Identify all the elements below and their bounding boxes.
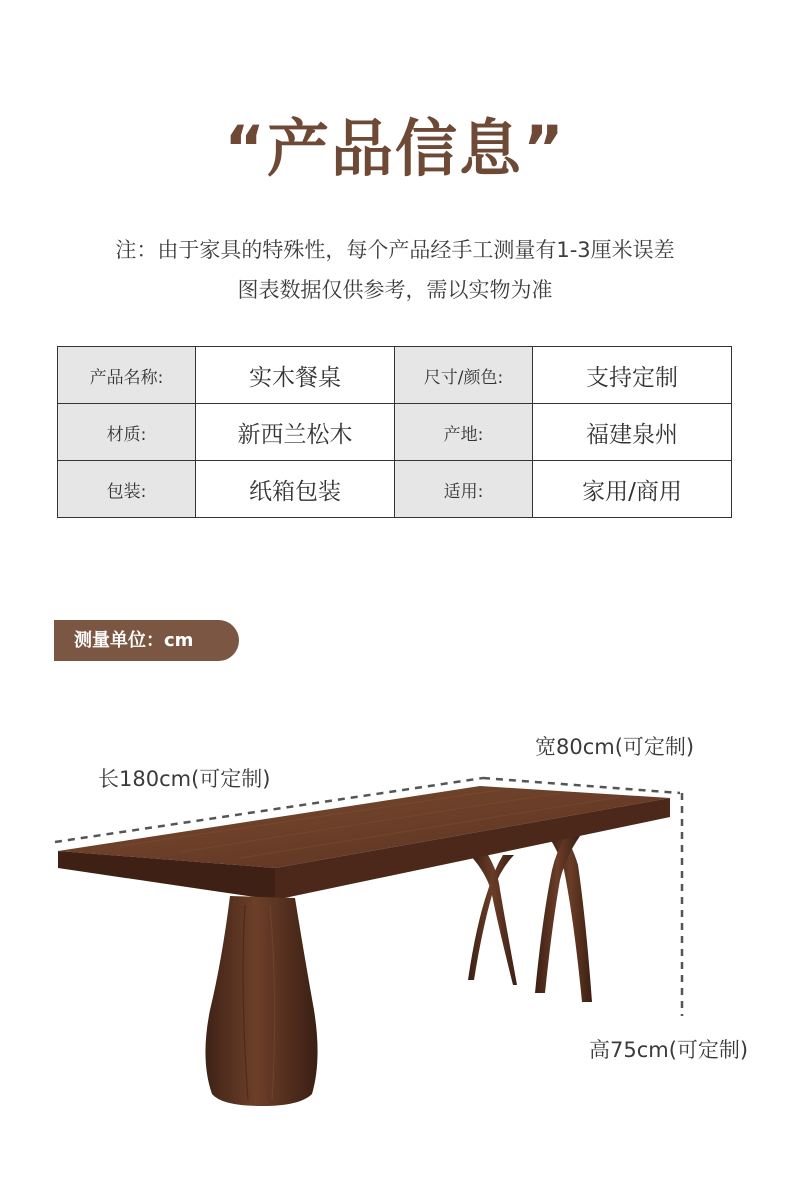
page-title: “产品信息” — [224, 112, 566, 185]
measurement-unit-badge: 测量单位：cm — [54, 620, 239, 661]
disclaimer-line-2: 图表数据仅供参考，需以实物为准 — [237, 278, 553, 302]
width-label: 宽80cm(可定制) — [535, 735, 695, 759]
label-origin: 产地: — [395, 404, 533, 461]
value-material: 新西兰松木 — [196, 404, 395, 461]
length-label: 长180cm(可定制) — [98, 767, 271, 791]
value-packaging: 纸箱包装 — [196, 461, 395, 518]
value-product-name: 实木餐桌 — [196, 347, 395, 404]
pedestal-base — [205, 896, 317, 1106]
value-origin: 福建泉州 — [533, 404, 732, 461]
value-usage: 家用/商用 — [533, 461, 732, 518]
height-label: 高75cm(可定制) — [589, 1038, 749, 1062]
label-packaging: 包装: — [58, 461, 196, 518]
label-size-color: 尺寸/颜色: — [395, 347, 533, 404]
back-y-leg-right — [535, 836, 592, 1002]
label-material: 材质: — [58, 404, 196, 461]
label-product-name: 产品名称: — [58, 347, 196, 404]
disclaimer-line-1: 注：由于家具的特殊性，每个产品经手工测量有1-3厘米误差 — [115, 238, 675, 262]
label-usage: 适用: — [395, 461, 533, 518]
value-size-color: 支持定制 — [533, 347, 732, 404]
back-y-leg-left — [468, 855, 517, 985]
